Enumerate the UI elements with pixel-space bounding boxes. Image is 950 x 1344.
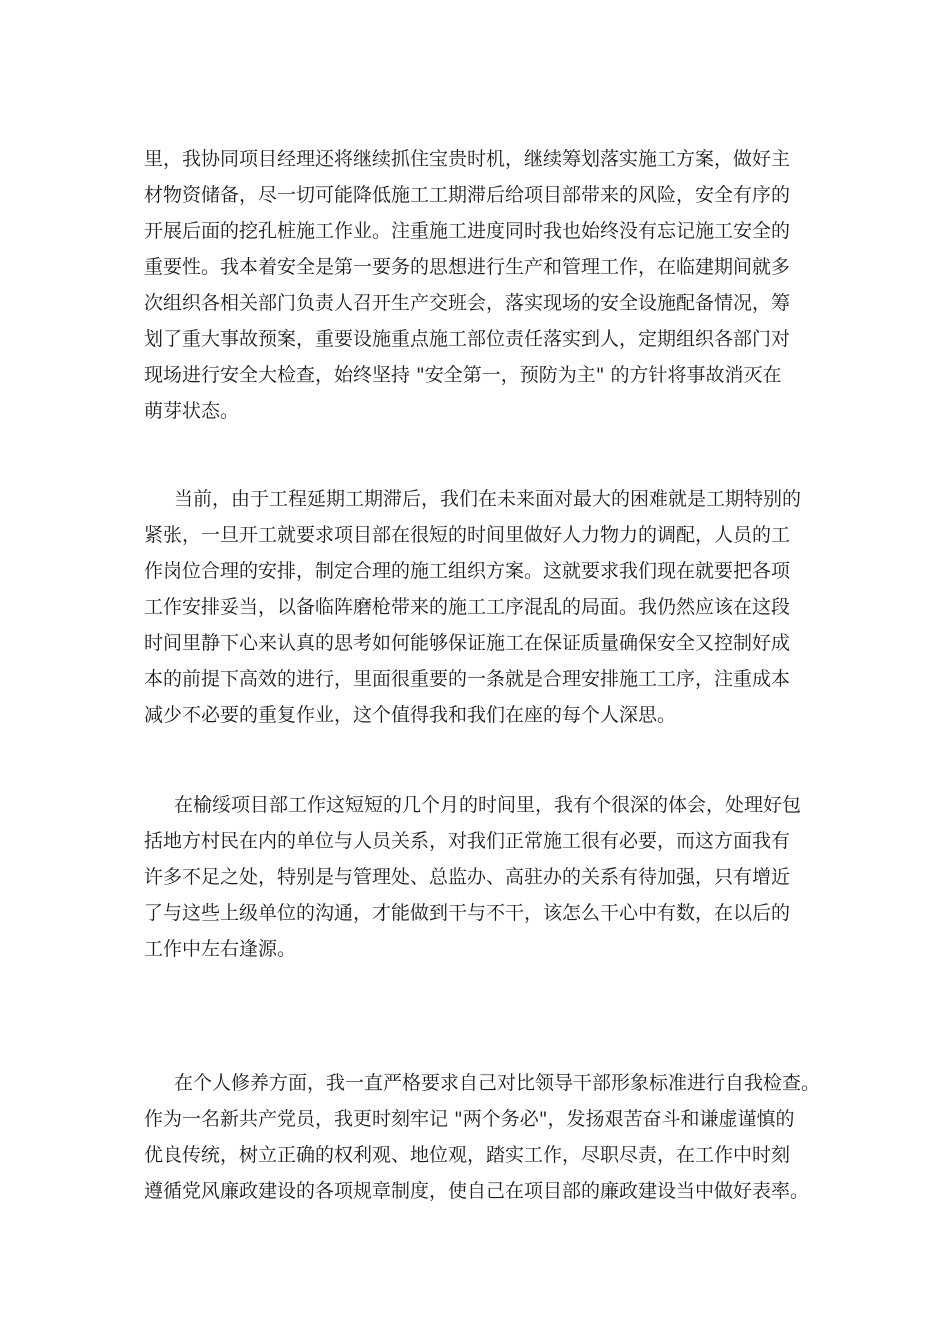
paragraph-relations	[144, 787, 820, 967]
text-line: 萌芽状态。	[144, 400, 240, 422]
text-line: 减少不必要的重复作业，这个值得我和我们在座的每个人深思。	[144, 704, 677, 726]
text-line: 许多不足之处，特别是与管理处、总监办、高驻办的关系有待加强，只有增近	[144, 866, 791, 888]
text-line: 工作安排妥当，以备临阵磨枪带来的施工工序混乱的局面。我仍然应该在这段	[144, 596, 791, 618]
text-line: 了与这些上级单位的沟通，才能做到干与不干，该怎么干心中有数，在以后的	[144, 902, 791, 924]
text-line: 当前，由于工程延期工期滞后，我们在未来面对最大的困难就是工期特别的	[174, 488, 802, 510]
text-line: 次组织各相关部门负责人召开生产交班会，落实现场的安全设施配备情况，筹	[144, 292, 791, 314]
text-line: 现场进行安全大检查，始终坚持 "安全第一，预防为主" 的方针将事故消灭在	[144, 364, 782, 386]
text-line: 作岗位合理的安排，制定合理的施工组织方案。这就要求我们现在就要把各项	[144, 560, 791, 582]
text-line: 工作中左右逢源。	[144, 938, 297, 960]
text-line: 在榆绥项目部工作这短短的几个月的时间里，我有个很深的体会，处理好包	[174, 794, 802, 816]
text-line: 重要性。我本着安全是第一要务的思想进行生产和管理工作，在临建期间就多	[144, 256, 791, 278]
text-line: 里，我协同项目经理还将继续抓住宝贵时机，继续筹划落实施工方案，做好主	[144, 148, 791, 170]
text-line: 括地方村民在内的单位与人员关系，对我们正常施工很有必要，而这方面我有	[144, 830, 791, 852]
paragraph-safety	[144, 141, 820, 429]
text-line: 划了重大事故预案，重要设施重点施工部位责任落实到人，定期组织各部门对	[144, 328, 791, 350]
text-line: 开展后面的挖孔桩施工作业。注重施工进度同时我也始终没有忘记施工安全的	[144, 220, 791, 242]
text-line: 作为一名新共产党员，我更时刻牢记 "两个务必"，发扬艰苦奋斗和谦虚谨慎的	[144, 1108, 795, 1130]
text-line: 优良传统，树立正确的权利观、地位观，踏实工作，尽职尽责，在工作中时刻	[144, 1144, 791, 1166]
text-line: 遵循党风廉政建设的各项规章制度，使自己在项目部的廉政建设当中做好表率。	[144, 1180, 810, 1202]
text-line: 时间里静下心来认真的思考如何能够保证施工在保证质量确保安全又控制好成	[144, 632, 791, 654]
paragraph-self-cultivation	[144, 1065, 820, 1209]
paragraph-schedule	[144, 481, 820, 733]
text-line: 材物资储备，尽一切可能降低施工工期滞后给项目部带来的风险，安全有序的	[144, 184, 791, 206]
text-line: 紧张，一旦开工就要求项目部在很短的时间里做好人力物力的调配，人员的工	[144, 524, 791, 546]
text-line: 在个人修养方面，我一直严格要求自己对比领导干部形象标准进行自我检查。	[174, 1072, 821, 1094]
text-line: 本的前提下高效的进行，里面很重要的一条就是合理安排施工工序，注重成本	[144, 668, 791, 690]
